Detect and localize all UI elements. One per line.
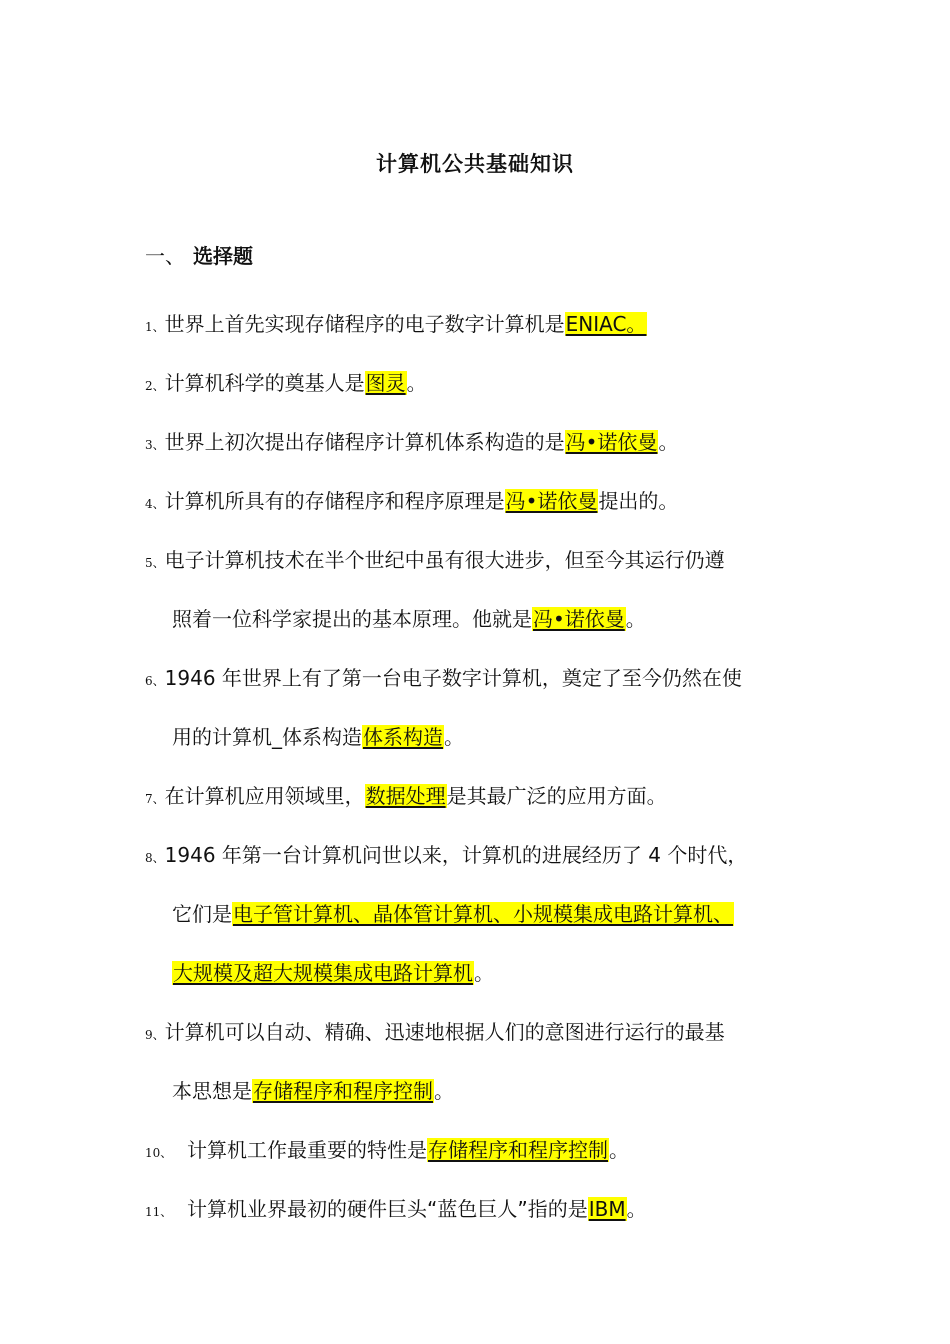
highlighted-answer: 图灵 [365,371,406,395]
question-text: 计算机可以自动、精确、迅速地根据人们的意图进行运行的最基 [164,1020,725,1044]
question-8 [145,839,747,868]
question-4 [145,485,678,514]
question-number: 2、 [145,379,165,393]
question-text: 计算机所具有的存储程序和程序原理是 [164,489,505,513]
question-end: 。 [609,1138,629,1162]
question-7 [145,780,667,809]
highlighted-answer: 数据处理 [365,784,446,808]
question-text: 世界上初次提出存储程序计算机体系构造的是 [164,430,565,454]
question-number: 9、 [145,1028,165,1042]
question-5-continued [172,603,646,632]
question-text: 计算机工作最重要的特性是 [187,1138,427,1162]
section-number: 一、 [145,244,185,268]
question-number: 5、 [145,556,165,570]
section-label: 选择题 [193,244,253,268]
question-number: 1、 [145,320,165,334]
highlighted-answer: 大规模及超大规模集成电路计算机 [173,961,473,985]
highlighted-answer: 存储程序和程序控制 [253,1079,433,1103]
question-number: 11、 [145,1205,173,1219]
question-end: 提出的。 [598,489,679,513]
question-end: 。 [406,371,427,395]
question-number: 3、 [145,438,165,452]
question-number: 10、 [145,1146,173,1160]
question-9 [145,1016,725,1045]
question-text: 电子计算机技术在半个世纪中虽有很大进步，但至今其运行仍遵 [164,548,725,572]
question-end: 。 [625,607,646,631]
question-text: 计算机业界最初的硬件巨头“蓝色巨人”指的是 [187,1197,588,1221]
highlighted-answer: 电子管计算机、晶体管计算机、小规模集成电路计算机、 [233,902,733,926]
question-number: 8、 [145,851,165,865]
section-heading [145,240,253,269]
question-end: 。 [474,961,494,985]
highlighted-answer: 冯•诺依曼 [505,489,598,513]
question-text: 在计算机应用领域里， [164,784,365,808]
highlighted-answer: 存储程序和程序控制 [428,1138,608,1162]
question-text: 1946 年第一台计算机问世以来，计算机的进展经历了 4 个时代， [164,843,748,867]
highlighted-answer: 冯•诺依曼 [533,607,625,631]
question-6 [145,662,742,691]
question-3 [145,426,678,455]
question-8-continued [172,898,734,927]
question-2 [145,367,427,396]
question-end: 。 [444,725,464,749]
question-text: 1946 年世界上有了第一台电子数字计算机，奠定了至今仍然在使 [164,666,742,690]
highlighted-answer: ENIAC。 [565,312,647,336]
question-5 [145,544,725,573]
highlighted-answer: IBM [588,1197,626,1221]
question-end: 是其最广泛的应用方面。 [446,784,667,808]
question-text: 世界上首先实现存储程序的电子数字计算机是 [164,312,565,336]
question-number: 7、 [145,792,165,806]
question-text: 本思想是 [172,1079,252,1103]
question-number: 4、 [145,497,165,511]
highlighted-answer: 冯•诺依曼 [565,430,658,454]
question-6-continued [172,721,464,750]
highlighted-answer: 体系构造 [363,725,443,749]
question-9-continued [172,1075,454,1104]
question-11 [145,1193,647,1222]
question-end: 。 [434,1079,454,1103]
question-end: 。 [658,430,679,454]
question-8-continued-2 [172,957,494,986]
question-text: 用的计算机_体系构造 [172,725,362,749]
question-text: 照着一位科学家提出的基本原理。他就是 [172,607,532,631]
document-title: 计算机公共基础知识 [376,152,574,176]
question-number: 6、 [145,674,165,688]
question-10 [145,1134,629,1163]
question-end: 。 [626,1197,647,1221]
question-text: 它们是 [172,902,232,926]
question-1 [145,308,647,337]
question-text: 计算机科学的奠基人是 [164,371,365,395]
